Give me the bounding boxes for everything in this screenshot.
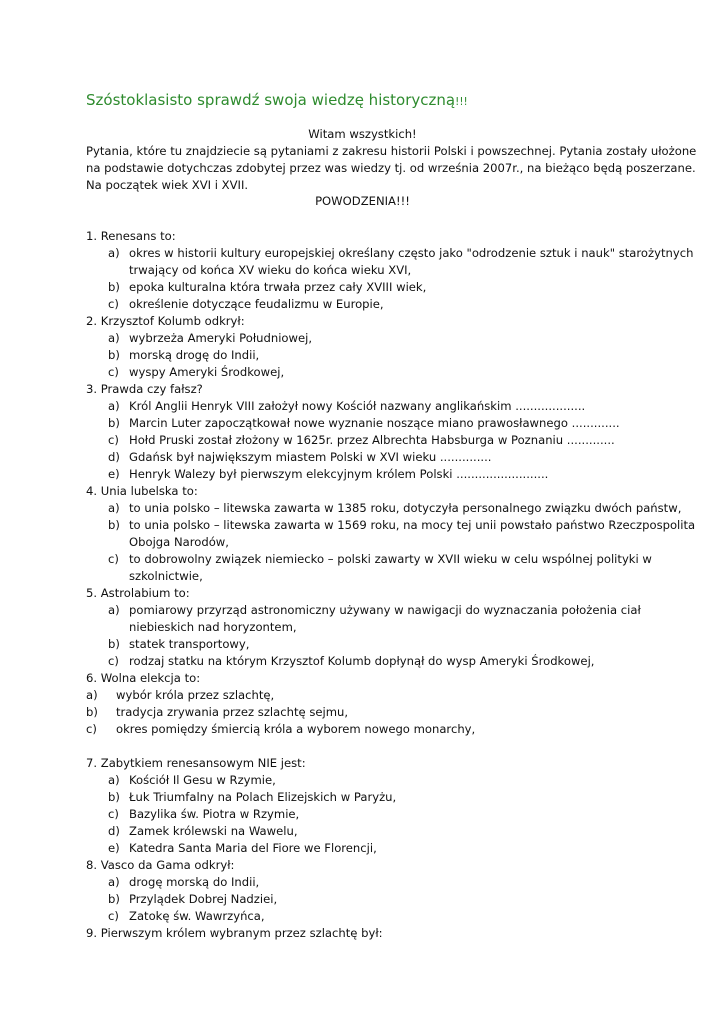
answer-label: a)	[108, 603, 120, 617]
answer-text: Kościół Il Gesu w Rzymie,	[129, 773, 276, 787]
answer-label: c)	[108, 297, 119, 311]
question-8-text: 8. Vasco da Gama odkrył:	[86, 858, 235, 872]
answer-label: d)	[108, 824, 120, 838]
answer-text: Przylądek Dobrej Nadziei,	[129, 892, 278, 906]
answer-label: d)	[108, 450, 120, 464]
answer-label: c)	[108, 909, 119, 923]
answer-label: b)	[108, 790, 120, 804]
answer-label: b)	[108, 348, 120, 362]
answer-text: Henryk Walezy był pierwszym elekcyjnym królem Polski .........................	[129, 467, 549, 481]
answer-text: Gdańsk był największym miastem Polski w XVI wieku ..............	[129, 450, 492, 464]
intro-line-1: Pytania, które tu znajdziecie są pytaniami z zakresu historii Polski i powszechnej. Pytania zostały ułożone	[86, 144, 697, 158]
answer-text: Zatokę św. Wawrzyńca,	[129, 909, 265, 923]
question-5-text: 5. Astrolabium to:	[86, 586, 190, 600]
answer-label: a)	[108, 773, 120, 787]
intro-line-3: Na początek wiek XVI i XVII.	[86, 178, 249, 192]
answer-label: c)	[108, 807, 119, 821]
answer-label: b)	[108, 518, 120, 532]
title-main: Szóstoklasisto sprawdź swoja wiedzę historyczną	[86, 91, 456, 109]
answer-text: wybrzeża Ameryki Południowej,	[129, 331, 313, 345]
answer-label: b)	[108, 892, 120, 906]
answer-label: c)	[108, 654, 119, 668]
answer-text: drogę morską do Indii,	[129, 875, 260, 889]
answer-text: to unia polsko – litewska zawarta w 1385 roku, dotyczyła personalnego związku dwóch państw,	[129, 501, 682, 515]
answer-text: szkolnictwie,	[129, 569, 203, 583]
answer-text: statek transportowy,	[129, 637, 250, 651]
answer-label: a)	[108, 246, 120, 260]
answer-text: epoka kulturalna która trwała przez cały XVIII wiek,	[129, 280, 427, 294]
greeting: Witam wszystkich!	[308, 127, 417, 141]
answer-label: a)	[108, 501, 120, 515]
title-exclamation: !!!	[455, 96, 468, 108]
answer-label: b)	[86, 705, 98, 719]
question-7-text: 7. Zabytkiem renesansowym NIE jest:	[86, 756, 306, 770]
question-4-text: 4. Unia lubelska to:	[86, 484, 198, 498]
answer-label: e)	[108, 841, 120, 855]
answer-text: okres w historii kultury europejskiej określany często jako "odrodzenie sztuk i nauk" starożytnych	[129, 246, 694, 260]
answer-text: Obojga Narodów,	[129, 535, 229, 549]
answer-label: c)	[108, 365, 119, 379]
answer-text: Zamek królewski na Wawelu,	[129, 824, 298, 838]
answer-text: Marcin Luter zapoczątkował nowe wyznanie noszące miano prawosławnego .............	[129, 416, 620, 430]
answer-text: to dobrowolny związek niemiecko – polski zawarty w XVII wieku w celu wspólnej polityki w	[129, 552, 652, 566]
answer-label: e)	[108, 467, 120, 481]
answer-label: c)	[108, 433, 119, 447]
answer-label: a)	[86, 688, 98, 702]
answer-text: wybór króla przez szlachtę,	[116, 688, 275, 702]
answer-text: Król Anglii Henryk VIII założył nowy Kościół nazwany anglikańskim ...................	[129, 399, 586, 413]
answer-label: a)	[108, 875, 120, 889]
answer-text: Hołd Pruski został złożony w 1625r. przez Albrechta Habsburga w Poznaniu .............	[129, 433, 615, 447]
question-1-text: 1. Renesans to:	[86, 229, 176, 243]
answer-text: pomiarowy przyrząd astronomiczny używany w nawigacji do wyznaczania położenia ciał	[129, 603, 641, 617]
question-9-text: 9. Pierwszym królem wybranym przez szlachtę był:	[86, 926, 383, 940]
answer-label: c)	[108, 552, 119, 566]
answer-label: a)	[108, 399, 120, 413]
answer-text: rodzaj statku na którym Krzysztof Kolumb dopłynął do wysp Ameryki Środkowej,	[129, 654, 595, 668]
intro-line-2: na podstawie dotychczas zdobytej przez was wiedzy tj. od września 2007r., na bieżąco będą poszerzane.	[86, 161, 696, 175]
question-3-text: 3. Prawda czy fałsz?	[86, 382, 203, 396]
answer-label: b)	[108, 637, 120, 651]
answer-text: niebieskich nad horyzontem,	[129, 620, 297, 634]
answer-text: Bazylika św. Piotra w Rzymie,	[129, 807, 300, 821]
answer-label: a)	[108, 331, 120, 345]
answer-text: Łuk Triumfalny na Polach Elizejskich w Paryżu,	[129, 790, 397, 804]
answer-text: tradycja zrywania przez szlachtę sejmu,	[116, 705, 349, 719]
answer-text: określenie dotyczące feudalizmu w Europie,	[129, 297, 384, 311]
answer-text: trwający od końca XV wieku do końca wieku XVI,	[129, 263, 412, 277]
answer-label: c)	[86, 722, 97, 736]
good-luck-text: POWODZENIA!!!	[315, 194, 410, 208]
answer-text: okres pomiędzy śmiercią króla a wyborem nowego monarchy,	[116, 722, 476, 736]
answer-text: Katedra Santa Maria del Fiore we Florencji,	[129, 841, 377, 855]
answer-text: morską drogę do Indii,	[129, 348, 260, 362]
question-6-text: 6. Wolna elekcja to:	[86, 671, 201, 685]
question-2-text: 2. Krzysztof Kolumb odkrył:	[86, 314, 245, 328]
page-title	[86, 91, 468, 109]
answer-text: wyspy Ameryki Środkowej,	[129, 365, 285, 379]
answer-label: b)	[108, 280, 120, 294]
answer-text: to unia polsko – litewska zawarta w 1569 roku, na mocy tej unii powstało państwo Rzeczpospolita	[129, 518, 696, 532]
answer-label: b)	[108, 416, 120, 430]
